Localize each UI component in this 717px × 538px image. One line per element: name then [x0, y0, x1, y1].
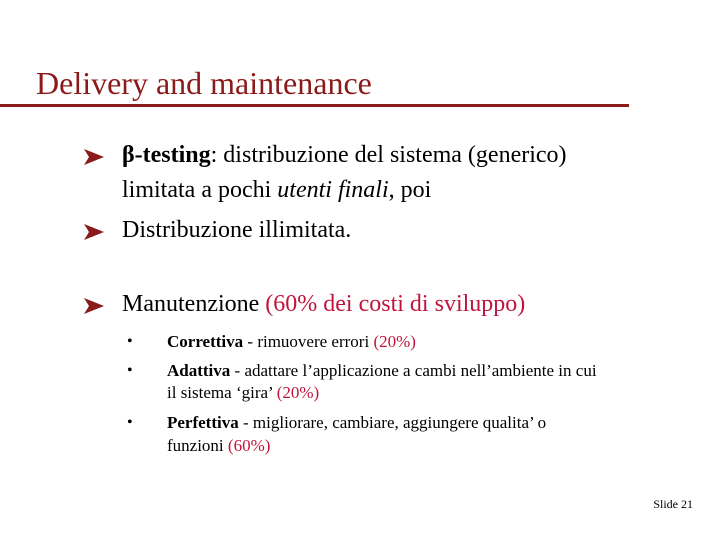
sub-bullet-dot: •	[127, 362, 133, 379]
diamond-bullet-icon	[84, 224, 104, 240]
perfettiva-line2: funzioni	[167, 436, 228, 455]
diamond-bullet-icon	[84, 298, 104, 314]
sub-correttiva	[167, 331, 416, 353]
correttiva-term: Correttiva	[167, 332, 244, 351]
correttiva-pct: (20%)	[373, 332, 416, 351]
beta-testing-term: β-testing	[122, 142, 211, 168]
sub-adattiva	[167, 360, 597, 382]
sub-bullet-dot: •	[127, 333, 133, 350]
bullet-beta-testing	[122, 140, 567, 170]
adattiva-text: - adattare l’applicazione a cambi nell’ambiente in cui	[230, 361, 597, 380]
sub-perfettiva-line2	[167, 435, 270, 457]
diamond-bullet-icon	[84, 149, 104, 165]
beta-line2-c: , poi	[388, 177, 432, 203]
beta-line2-italic: utenti finali	[277, 177, 389, 203]
sub-perfettiva	[167, 412, 546, 434]
beta-testing-text: : distribuzione del sistema (generico)	[210, 142, 567, 168]
adattiva-line2: il sistema ‘gira’	[167, 383, 277, 402]
bullet-maintenance	[122, 289, 525, 319]
perfettiva-term: Perfettiva	[167, 413, 239, 432]
sub-adattiva-line2	[167, 382, 319, 404]
adattiva-pct: (20%)	[276, 383, 320, 402]
adattiva-term: Adattiva	[167, 361, 231, 380]
perfettiva-text: - migliorare, cambiare, aggiungere qualita’ o	[238, 413, 547, 432]
bullet-beta-testing-line2	[122, 175, 431, 205]
slide-number: Slide 21	[653, 497, 693, 511]
title-underline	[0, 104, 629, 107]
maintenance-text: Manutenzione	[122, 291, 266, 317]
correttiva-text: - rimuovere errori	[243, 332, 374, 351]
sub-bullet-dot: •	[127, 414, 133, 431]
slide-title: Delivery and maintenance	[36, 65, 372, 101]
bullet-distribution: Distribuzione illimitata.	[122, 217, 352, 243]
beta-line2-a: limitata a pochi	[122, 177, 278, 203]
perfettiva-pct: (60%)	[227, 436, 271, 455]
maintenance-pct: (60% dei costi di sviluppo)	[265, 291, 526, 317]
